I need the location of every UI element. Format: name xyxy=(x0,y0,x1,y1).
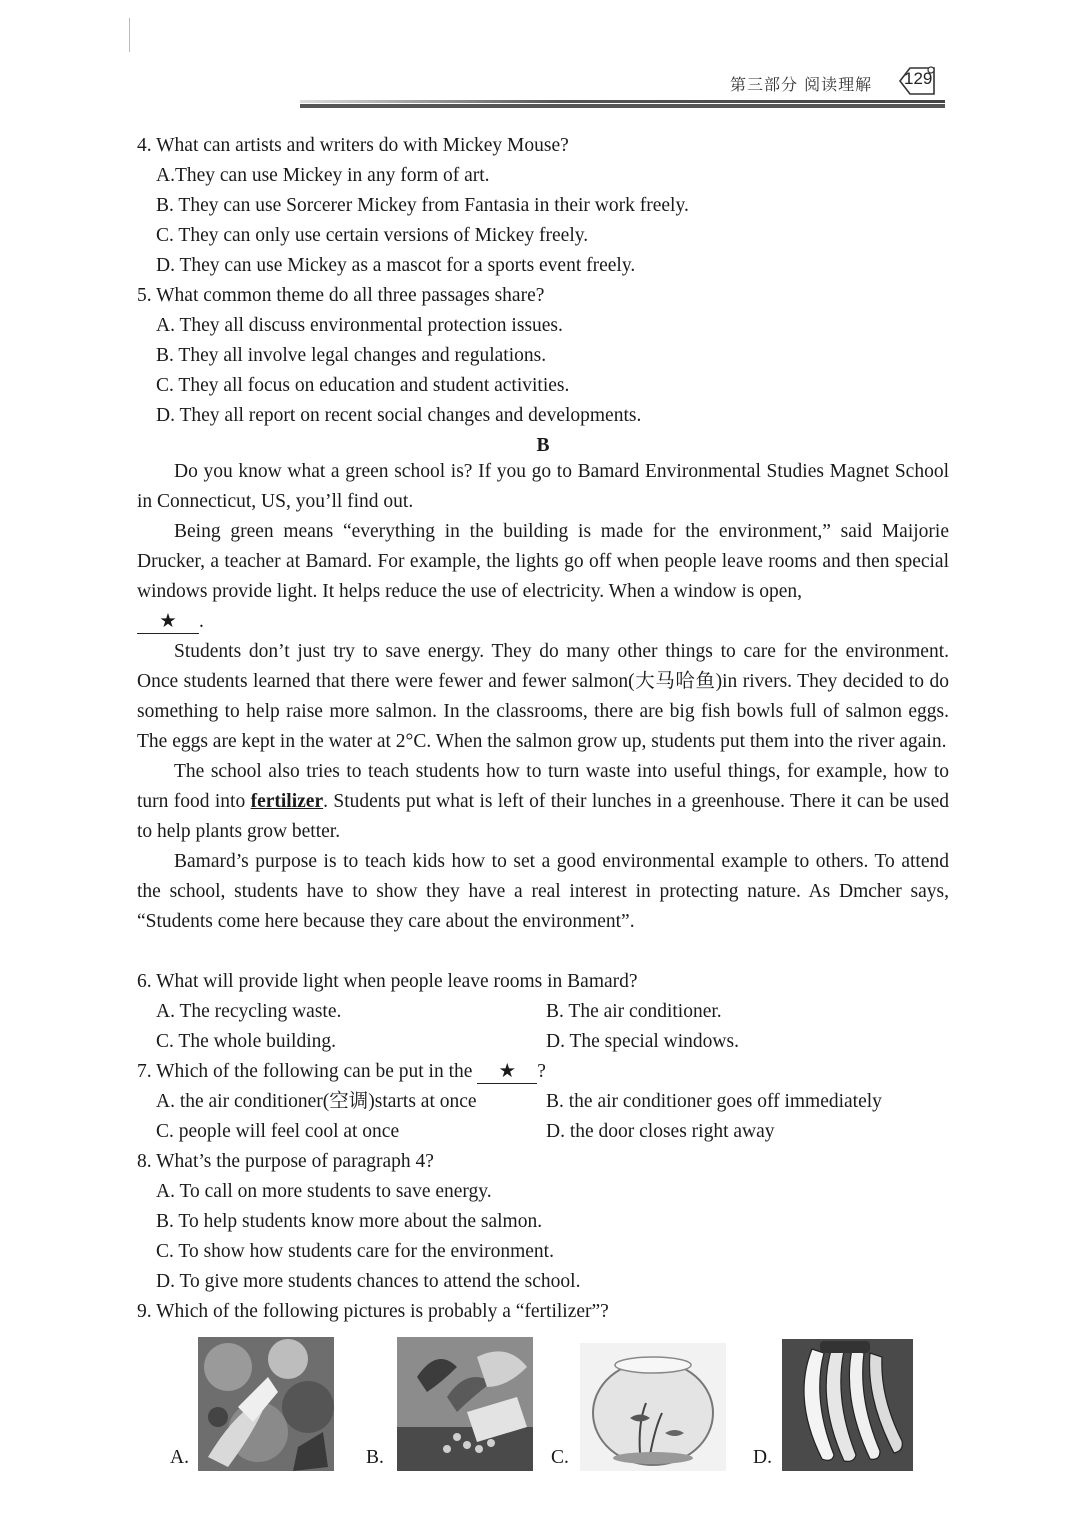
q5-option-b: B. They all involve legal changes and regulations. xyxy=(156,345,547,366)
q7-option-b: B. the air conditioner goes off immediately xyxy=(546,1091,882,1112)
q7-option-a: A. the air conditioner(空调)starts at once xyxy=(156,1091,477,1112)
question-4: 4. What can artists and writers do with Mickey Mouse? xyxy=(137,135,569,156)
header-divider-bold xyxy=(300,104,945,108)
bananas-photo xyxy=(782,1339,913,1471)
header-divider xyxy=(300,100,945,103)
question-7 xyxy=(137,1057,949,1087)
q6-option-d: D. The special windows. xyxy=(546,1031,739,1052)
scan-mark xyxy=(129,18,130,52)
q6-option-c: C. The whole building. xyxy=(156,1031,337,1052)
section-title: 第三部分 阅读理解 xyxy=(730,75,873,94)
passage-label: B xyxy=(536,435,550,456)
star-blank: ★ xyxy=(137,611,199,634)
q6-options-row-1 xyxy=(137,997,949,1027)
q4-option-c: C. They can only use certain versions of Mickey freely. xyxy=(156,225,589,246)
q6-option-b: B. The air conditioner. xyxy=(546,1001,722,1022)
q8-option-b: B. To help students know more about the salmon. xyxy=(156,1211,543,1232)
q8-option-c: C. To show how students care for the environment. xyxy=(156,1241,554,1262)
fish-bowl-photo xyxy=(580,1343,726,1471)
paragraph-2-text: Being green means “everything in the building is made for the environment,” said Maijorie Drucker, a teacher at Bamard. For example, the lights go off when people leave rooms and then special windows provide light. It helps reduce the use of electricity. When a window is open, xyxy=(137,521,949,602)
page-number: 129 xyxy=(904,69,933,88)
paragraph-2-blank-line: ★ . xyxy=(137,607,949,637)
q9-option-c-label: C. xyxy=(551,1447,569,1468)
question-9: 9. Which of the following pictures is probably a “fertilizer”? xyxy=(137,1301,609,1322)
q7-options-row-1 xyxy=(137,1087,949,1117)
q8-option-a: A. To call on more students to save energy. xyxy=(156,1181,492,1202)
paragraph-5: Bamard’s purpose is to teach kids how to set a good environmental example to others. To attend the school, students have to show they have a real interest in protecting nature. As Dmcher says, “Students come here because they care about the environment”. xyxy=(137,851,949,932)
questions-6-9 xyxy=(137,967,949,1327)
q7-options-row-2 xyxy=(137,1117,949,1147)
q5-option-c: C. They all focus on education and student activities. xyxy=(156,375,570,396)
q4-option-d: D. They can use Mickey as a mascot for a sports event freely. xyxy=(156,255,636,276)
question-8: 8. What’s the purpose of paragraph 4? xyxy=(137,1151,434,1172)
hand-spreading-granules-photo xyxy=(397,1337,533,1471)
q5-option-a: A. They all discuss environmental protection issues. xyxy=(156,315,563,336)
paragraph-1: Do you know what a green school is? If you go to Bamard Environmental Studies Magnet School in Connecticut, US, you’ll find out. xyxy=(137,461,949,512)
passage-b xyxy=(137,457,949,937)
q8-option-d: D. To give more students chances to attend the school. xyxy=(156,1271,581,1292)
paragraph-2 xyxy=(137,517,949,607)
hand-picking-plants-photo xyxy=(198,1337,334,1471)
question-5: 5. What common theme do all three passages share? xyxy=(137,285,545,306)
q4-option-a: A.They can use Mickey in any form of art. xyxy=(156,165,490,186)
question-7-mark: ? xyxy=(537,1061,546,1082)
q9-option-b-label: B. xyxy=(366,1447,384,1468)
q9-option-a-label: A. xyxy=(170,1447,189,1468)
question-7-text: 7. Which of the following can be put in the xyxy=(137,1061,473,1082)
q7-star-blank: ★ xyxy=(477,1061,537,1084)
q4-option-b: B. They can use Sorcerer Mickey from Fantasia in their work freely. xyxy=(156,195,689,216)
paragraph-4-text-b: . Students put what is left of their lunches in a greenhouse. There it can be used to help plants grow better. xyxy=(137,791,949,842)
q6-options-row-2 xyxy=(137,1027,949,1057)
keyword-fertilizer: fertilizer xyxy=(250,791,324,812)
paragraph-4 xyxy=(137,757,949,847)
q9-option-d-label: D. xyxy=(753,1447,772,1468)
paragraph-3: Students don’t just try to save energy. They do many other things to care for the environment. Once students learned that there were fewer and fewer salmon(大马哈鱼)in rivers. They decided to do something to help raise more salmon. In the classrooms, there are big fish bowls full of salmon eggs. The eggs are kept in the water at 2°C. When the salmon grow up, students put them into the river again. xyxy=(137,641,949,752)
question-6: 6. What will provide light when people leave rooms in Bamard? xyxy=(137,971,638,992)
q7-option-d: D. the door closes right away xyxy=(546,1121,775,1142)
q5-option-d: D. They all report on recent social changes and developments. xyxy=(156,405,642,426)
questions-4-5 xyxy=(137,131,949,461)
q7-option-c: C. people will feel cool at once xyxy=(156,1121,400,1142)
paragraph-4-text-a: The school also tries to teach students how to turn waste into useful things, for example, how to turn food into xyxy=(137,761,949,812)
q6-option-a: A. The recycling waste. xyxy=(156,1001,342,1022)
